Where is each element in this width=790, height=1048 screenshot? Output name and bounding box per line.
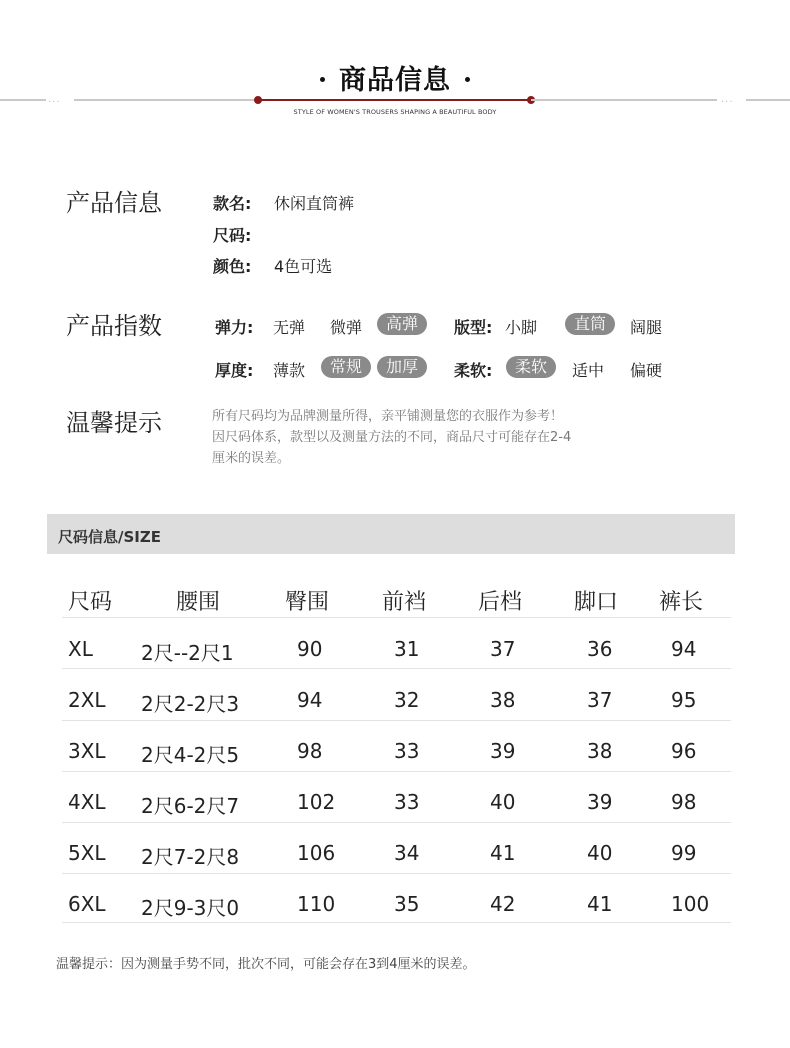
cell-hip: 90 (297, 637, 323, 661)
col-header-length: 裤长 (659, 590, 704, 615)
cell-waist: 2尺6-2尺7 (141, 794, 240, 818)
cell-back-rise: 37 (490, 637, 516, 661)
page-subtitle: STYLE OF WOMEN'S TROUSERS SHAPING A BEAUTIFUL BODY (293, 108, 497, 116)
thickness-option-regular-selected: 常规 (321, 356, 371, 378)
cell-length: 95 (671, 688, 697, 712)
thickness-option-thin: 薄款 (273, 361, 306, 380)
softness-label: 柔软: (454, 361, 493, 380)
cell-waist: 2尺2-2尺3 (141, 692, 240, 716)
fit-option-straight-selected: 直筒 (565, 313, 615, 335)
cell-front-rise: 33 (394, 790, 420, 814)
cell-waist: 2尺7-2尺8 (141, 845, 240, 869)
cell-back-rise: 39 (490, 739, 516, 763)
header-dots-left: ··· (48, 97, 61, 108)
cell-back-rise: 40 (490, 790, 516, 814)
softness-option-stiff: 偏硬 (630, 361, 663, 380)
col-header-hip: 臀围 (285, 590, 330, 615)
cell-hip: 106 (297, 841, 336, 865)
cell-leg-opening: 36 (587, 637, 613, 661)
col-header-leg-opening: 脚口 (574, 590, 619, 615)
row-divider (62, 720, 731, 721)
fit-option-tapered: 小脚 (505, 318, 538, 337)
fit-option-wide: 阔腿 (630, 318, 663, 337)
tips-line-2: 因尺码体系，款型以及测量方法的不同，商品尺寸可能存在2-4 (212, 430, 572, 445)
elasticity-option-slight: 微弹 (330, 318, 363, 337)
elasticity-option-high-selected: 高弹 (377, 313, 427, 335)
style-name-value: 休闲直筒裤 (274, 194, 355, 213)
row-divider (62, 822, 731, 823)
cell-leg-opening: 39 (587, 790, 613, 814)
col-header-size: 尺码 (68, 590, 113, 615)
cell-back-rise: 42 (490, 892, 516, 916)
cell-front-rise: 31 (394, 637, 420, 661)
cell-hip: 110 (297, 892, 336, 916)
cell-waist: 2尺--2尺1 (141, 641, 234, 665)
cell-front-rise: 32 (394, 688, 420, 712)
cell-leg-opening: 38 (587, 739, 613, 763)
color-label: 颜色: (213, 257, 252, 276)
cell-waist: 2尺4-2尺5 (141, 743, 240, 767)
cell-length: 99 (671, 841, 697, 865)
cell-front-rise: 35 (394, 892, 420, 916)
size-label: 尺码: (213, 226, 252, 245)
cell-size: 5XL (68, 841, 106, 865)
tips-title: 温馨提示 (66, 409, 162, 437)
cell-hip: 102 (297, 790, 336, 814)
elasticity-label: 弹力: (215, 318, 254, 337)
cell-back-rise: 41 (490, 841, 516, 865)
footer-note: 温馨提示：因为测量手势不同，批次不同，可能会存在3到4厘米的误差。 (56, 957, 476, 972)
col-header-waist: 腰围 (176, 590, 221, 615)
cell-size: 4XL (68, 790, 106, 814)
tips-line-3: 厘米的误差。 (212, 451, 291, 466)
softness-option-medium: 适中 (572, 361, 605, 380)
cell-length: 96 (671, 739, 697, 763)
cell-front-rise: 34 (394, 841, 420, 865)
row-divider (62, 668, 731, 669)
cell-waist: 2尺9-3尺0 (141, 896, 240, 920)
cell-front-rise: 33 (394, 739, 420, 763)
col-header-front-rise: 前裆 (382, 590, 427, 615)
cell-size: 2XL (68, 688, 106, 712)
softness-option-soft-selected: 柔软 (506, 356, 556, 378)
cell-length: 100 (671, 892, 710, 916)
cell-hip: 94 (297, 688, 323, 712)
cell-size: 3XL (68, 739, 106, 763)
cell-size: 6XL (68, 892, 106, 916)
cell-hip: 98 (297, 739, 323, 763)
cell-leg-opening: 41 (587, 892, 613, 916)
elasticity-option-none: 无弹 (273, 318, 306, 337)
cell-leg-opening: 40 (587, 841, 613, 865)
row-divider (62, 922, 731, 923)
cell-size: XL (68, 637, 93, 661)
size-section-label: 尺码信息/SIZE (58, 528, 161, 546)
thickness-label: 厚度: (215, 361, 254, 380)
product-index-title: 产品指数 (66, 312, 162, 340)
row-divider (62, 873, 731, 874)
fit-label: 版型: (454, 318, 493, 337)
color-value: 4色可选 (274, 257, 333, 276)
style-name-label: 款名: (213, 194, 252, 213)
row-divider (62, 771, 731, 772)
tips-line-1: 所有尺码均为品牌测量所得，亲平铺测量您的衣服作为参考！ (212, 409, 564, 424)
thickness-option-thick-selected: 加厚 (377, 356, 427, 378)
cell-leg-opening: 37 (587, 688, 613, 712)
cell-length: 98 (671, 790, 697, 814)
product-info-title: 产品信息 (66, 189, 162, 217)
cell-length: 94 (671, 637, 697, 661)
page-title-text: 商品信息 (339, 65, 451, 96)
col-header-back-rise: 后档 (478, 590, 523, 615)
cell-back-rise: 38 (490, 688, 516, 712)
table-header-divider (62, 617, 731, 618)
header-dots-right: ··· (721, 97, 734, 108)
